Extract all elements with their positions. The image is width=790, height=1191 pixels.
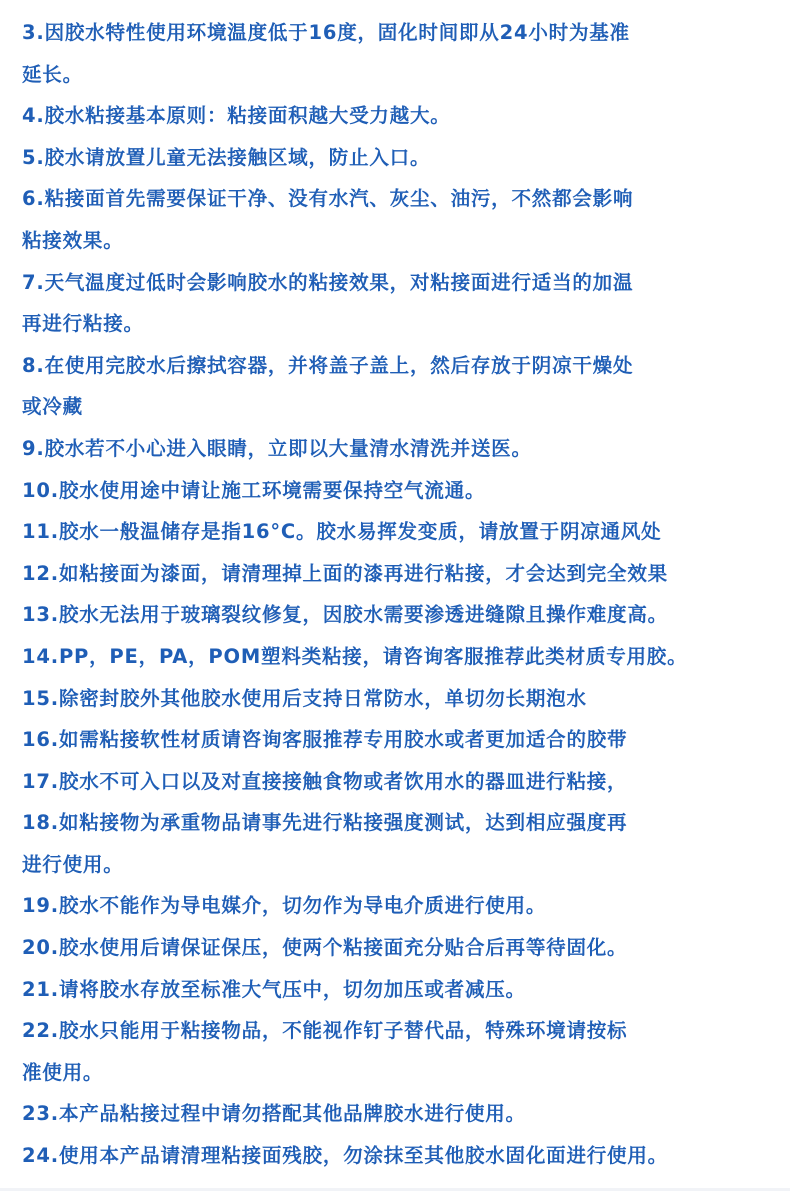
note-line: 12.如粘接面为漆面，请清理掉上面的漆再进行粘接，才会达到完全效果: [22, 561, 668, 585]
note-line: 23.本产品粘接过程中请勿搭配其他品牌胶水进行使用。: [22, 1102, 526, 1126]
note-line: 10.胶水使用途中请让施工环境需要保持空气流通。: [22, 478, 486, 502]
note-line: 11.胶水一般温储存是指16°C。胶水易挥发变质，请放置于阴凉通风处: [22, 520, 662, 544]
usage-notes-list: [22, 12, 790, 1177]
note-line: 3.因胶水特性使用环境温度低于16度，固化时间即从24小时为基准: [22, 21, 630, 44]
note-line: 20.胶水使用后请保证保压，使两个粘接面充分贴合后再等待固化。: [22, 936, 628, 960]
note-line: 22.胶水只能用于粘接物品，不能视作钉子替代品，特殊环境请按标: [22, 1019, 628, 1043]
note-line: 延长。: [22, 62, 83, 86]
note-line: 14.PP，PE，PA，POM塑料类粘接，请咨询客服推荐此类材质专用胶。: [22, 644, 688, 668]
note-line: 18.如粘接物为承重物品请事先进行粘接强度测试，达到相应强度再: [22, 811, 628, 835]
note-line: 5.胶水请放置儿童无法接触区域，防止入口。: [22, 145, 431, 169]
note-line: 24.使用本产品请清理粘接面残胶，勿涂抹至其他胶水固化面进行使用。: [22, 1144, 668, 1168]
note-line: 19.胶水不能作为导电媒介，切勿作为导电介质进行使用。: [22, 894, 547, 918]
note-line: 16.如需粘接软性材质请咨询客服推荐专用胶水或者更加适合的胶带: [22, 728, 628, 752]
note-line: 4.胶水粘接基本原则：粘接面积越大受力越大。: [22, 104, 451, 128]
note-line: 15.除密封胶外其他胶水使用后支持日常防水，单切勿长期泡水: [22, 686, 587, 710]
note-line: 准使用。: [22, 1060, 104, 1084]
note-line: 7.天气温度过低时会影响胶水的粘接效果，对粘接面进行适当的加温: [22, 270, 634, 294]
note-line: 再进行粘接。: [22, 312, 144, 336]
note-line: 或冷藏: [22, 395, 83, 419]
note-line: 粘接效果。: [22, 228, 124, 252]
note-line: 6.粘接面首先需要保证干净、没有水汽、灰尘、油污，不然都会影响: [22, 187, 634, 211]
note-line: 13.胶水无法用于玻璃裂纹修复，因胶水需要渗透进缝隙且操作难度高。: [22, 603, 668, 627]
note-line: 8.在使用完胶水后擦拭容器，并将盖子盖上，然后存放于阴凉干燥处: [22, 353, 634, 377]
note-line: 21.请将胶水存放至标准大气压中，切勿加压或者减压。: [22, 977, 526, 1001]
note-line: 9.胶水若不小心进入眼睛，立即以大量清水清洗并送医。: [22, 436, 532, 460]
note-line: 进行使用。: [22, 852, 124, 876]
note-line: 17.胶水不可入口以及对直接接触食物或者饮用水的器皿进行粘接，: [22, 769, 628, 793]
